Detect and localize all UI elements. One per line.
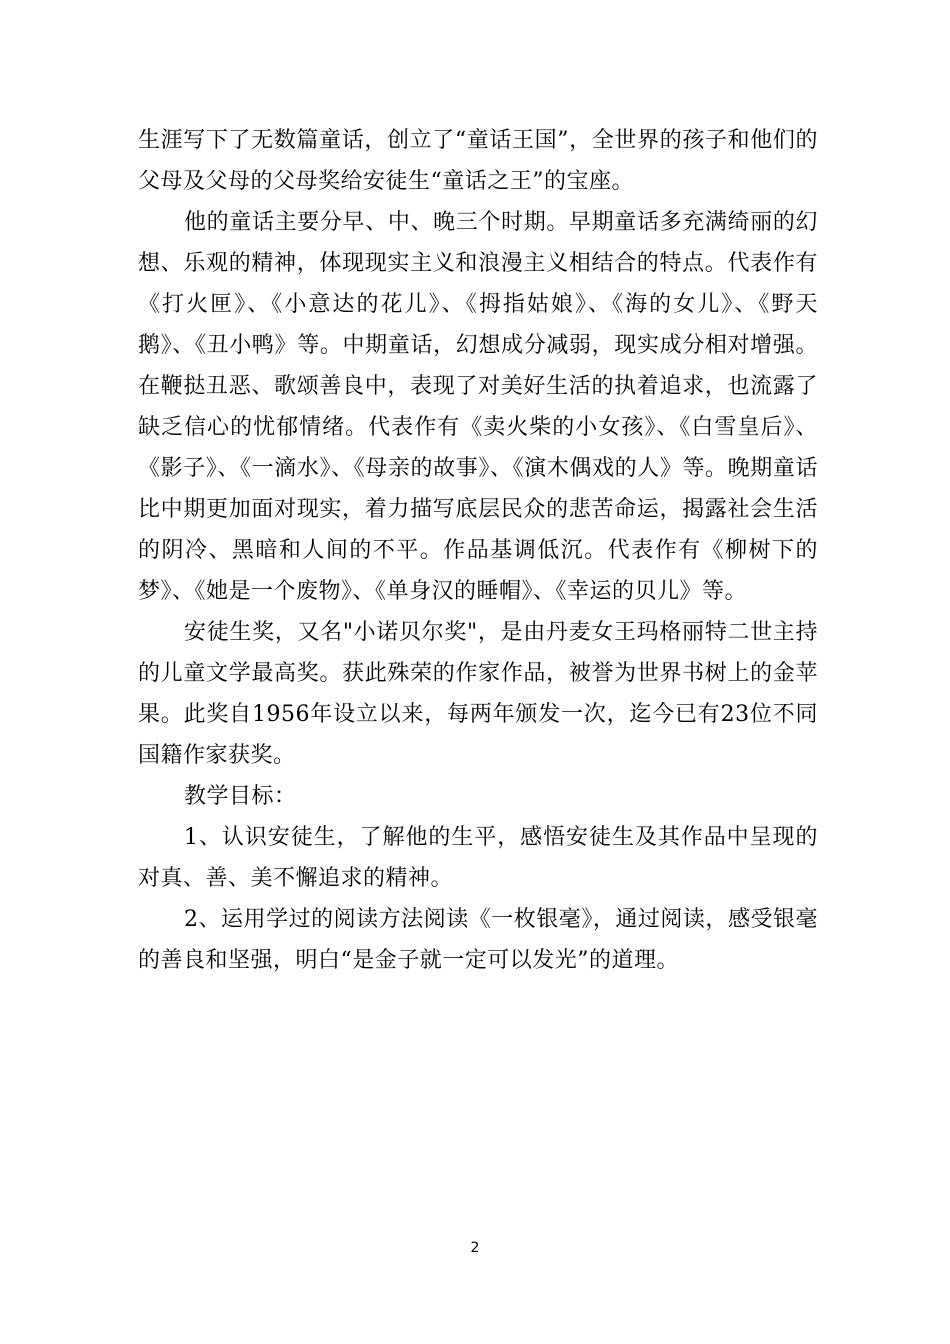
teaching-goal-1: 1、认识安徒生，了解他的生平，感悟安徒生及其作品中呈现的对真、善、美不懈追求的精神。: [138, 825, 818, 891]
paragraph-andersen-award: 安徒生奖，又名"小诺贝尔奖"，是由丹麦女王玛格丽特二世主持的儿童文学最高奖。获此殊荣的作家作品，被誉为世界书树上的金苹果。此奖自1956年设立以来，每两年颁发一次，迄今已有23位不同国籍作家获奖。: [138, 620, 818, 768]
teaching-goal-2: 2、运用学过的阅读方法阅读《一枚银毫》，通过阅读，感受银毫的善良和坚强，明白“是金子就一定可以发光”的道理。: [138, 907, 818, 973]
teaching-goals-heading: 教学目标：: [184, 784, 297, 809]
paragraph-continuation: 生涯写下了无数篇童话，创立了“童话王国”，全世界的孩子和他们的父母及父母的父母奖给安徒生“童话之王”的宝座。: [138, 128, 818, 194]
page-body: [138, 120, 818, 981]
page-number: 2: [470, 1240, 480, 1256]
paragraph-fairy-tale-periods: 他的童话主要分早、中、晚三个时期。早期童话多充满绮丽的幻想、乐观的精神，体现现实主义和浪漫主义相结合的特点。代表作有《打火匣》、《小意达的花儿》、《拇指姑娘》、《海的女儿》、《野天鹅》、《丑小鸭》等。中期童话，幻想成分减弱，现实成分相对增强。在鞭挞丑恶、歌颂善良中，表现了对美好生活的执着追求，也流露了缺乏信心的忧郁情绪。代表作有《卖火柴的小女孩》、《白雪皇后》、《影子》、《一滴水》、《母亲的故事》、《演木偶戏的人》等。晚期童话比中期更加面对现实，着力描写底层民众的悲苦命运，揭露社会生活的阴冷、黑暗和人间的不平。作品基调低沉。代表作有《柳树下的梦》、《她是一个废物》、《单身汉的睡帽》、《幸运的贝儿》等。: [138, 210, 818, 604]
